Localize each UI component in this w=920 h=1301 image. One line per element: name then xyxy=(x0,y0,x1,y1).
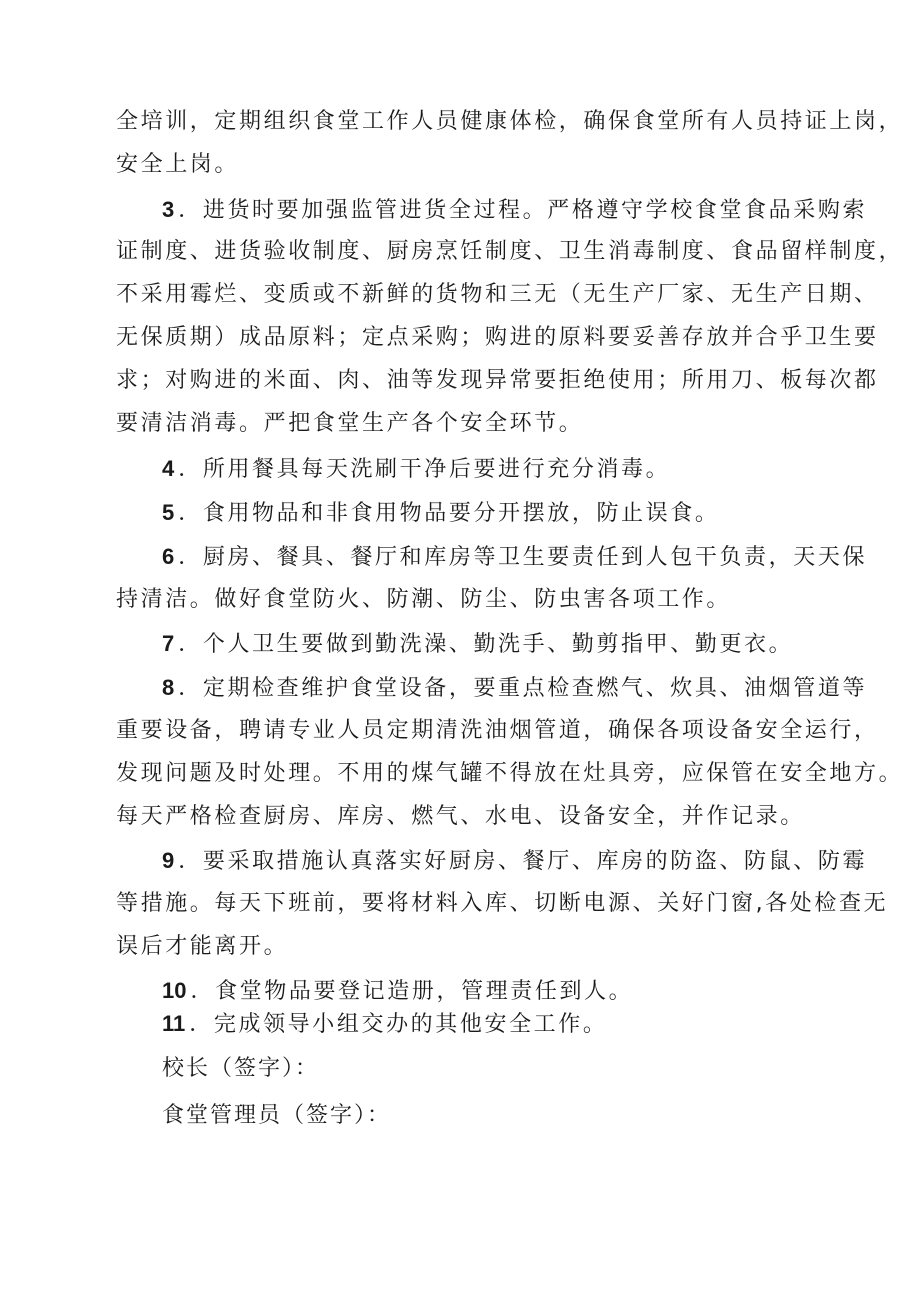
list-item-3-line: 要清洁消毒。严把食堂生产各个安全环节。 xyxy=(116,411,584,436)
list-item-5 xyxy=(162,498,719,529)
list-item-6-first-line xyxy=(162,542,867,573)
list-item-3-line: 求；对购进的米面、肉、油等发现异常要拒绝使用；所用刀、板每次都 xyxy=(116,368,879,393)
list-item-8-line: 发现问题及时处理。不用的煤气罐不得放在灶具旁，应保管在安全地方。 xyxy=(116,761,904,786)
list-item-text: ．进货时要加强监管进货全过程。严格遵守学校食堂食品采购索 xyxy=(178,198,868,223)
list-item-text: ．个人卫生要做到勤洗澡、勤洗手、勤剪指甲、勤更衣。 xyxy=(178,632,794,657)
list-item-3-line: 无保质期）成品原料；定点采购；购进的原料要妥善存放并合乎卫生要 xyxy=(116,325,879,350)
list-item-8-line: 每天严格检查厨房、库房、燃气、水电、设备安全，并作记录。 xyxy=(116,804,805,829)
list-item-number: 4 xyxy=(162,456,175,481)
list-item-8-first-line xyxy=(162,673,867,704)
list-item-number: 7 xyxy=(162,631,175,656)
list-item-text: ．所用餐具每天洗刷干净后要进行充分消毒。 xyxy=(178,457,671,482)
list-item-text: ．厨房、餐具、餐厅和库房等卫生要责任到人包干负责，天天保 xyxy=(178,545,868,570)
opening-line: 安全上岗。 xyxy=(116,152,240,177)
list-item-number: 6 xyxy=(162,544,175,569)
list-item-text: ．定期检查维护食堂设备，要重点检查燃气、炊具、油烟管道等 xyxy=(178,676,868,701)
list-item-10 xyxy=(162,976,633,1007)
list-item-3-first-line xyxy=(162,195,867,226)
list-item-11 xyxy=(162,1009,607,1040)
list-item-number: 8 xyxy=(162,675,175,700)
list-item-number: 11 xyxy=(162,1011,186,1036)
list-item-4 xyxy=(162,454,670,485)
list-item-9-line: 误后才能离开。 xyxy=(116,934,289,959)
list-item-3-line: 证制度、进货验收制度、厨房烹饪制度、卫生消毒制度、食品留样制度， xyxy=(116,239,904,264)
opening-line: 全培训，定期组织食堂工作人员健康体检，确保食堂所有人员持证上岗， xyxy=(116,109,904,134)
list-item-number: 9 xyxy=(162,848,175,873)
list-item-number: 3 xyxy=(162,197,175,222)
list-item-text: ．要采取措施认真落实好厨房、餐厅、库房的防盗、防鼠、防霉 xyxy=(178,849,868,874)
list-item-6-line: 持清洁。做好食堂防火、防潮、防尘、防虫害各项工作。 xyxy=(116,587,732,612)
list-item-9-line: 等措施。每天下班前，要将材料入库、切断电源、关好门窗,各处检查无 xyxy=(116,891,889,916)
list-item-text: ．完成领导小组交办的其他安全工作。 xyxy=(189,1012,608,1037)
list-item-number: 10 xyxy=(162,978,187,1003)
list-item-text: ．食堂物品要登记造册，管理责任到人。 xyxy=(190,979,634,1004)
list-item-3-line: 不采用霉烂、变质或不新鲜的货物和三无（无生产厂家、无生产日期、 xyxy=(116,282,879,307)
principal-signature-label: 校长（签字）： xyxy=(162,1056,320,1081)
list-item-number: 5 xyxy=(162,500,175,525)
list-item-7 xyxy=(162,629,793,660)
list-item-8-line: 重要设备，聘请专业人员定期清洗油烟管道，确保各项设备安全运行， xyxy=(116,718,879,743)
list-item-9-first-line xyxy=(162,846,867,877)
list-item-text: ．食用物品和非食用物品要分开摆放，防止误食。 xyxy=(178,501,720,526)
canteen-manager-signature-label: 食堂管理员（签字）： xyxy=(162,1103,392,1128)
